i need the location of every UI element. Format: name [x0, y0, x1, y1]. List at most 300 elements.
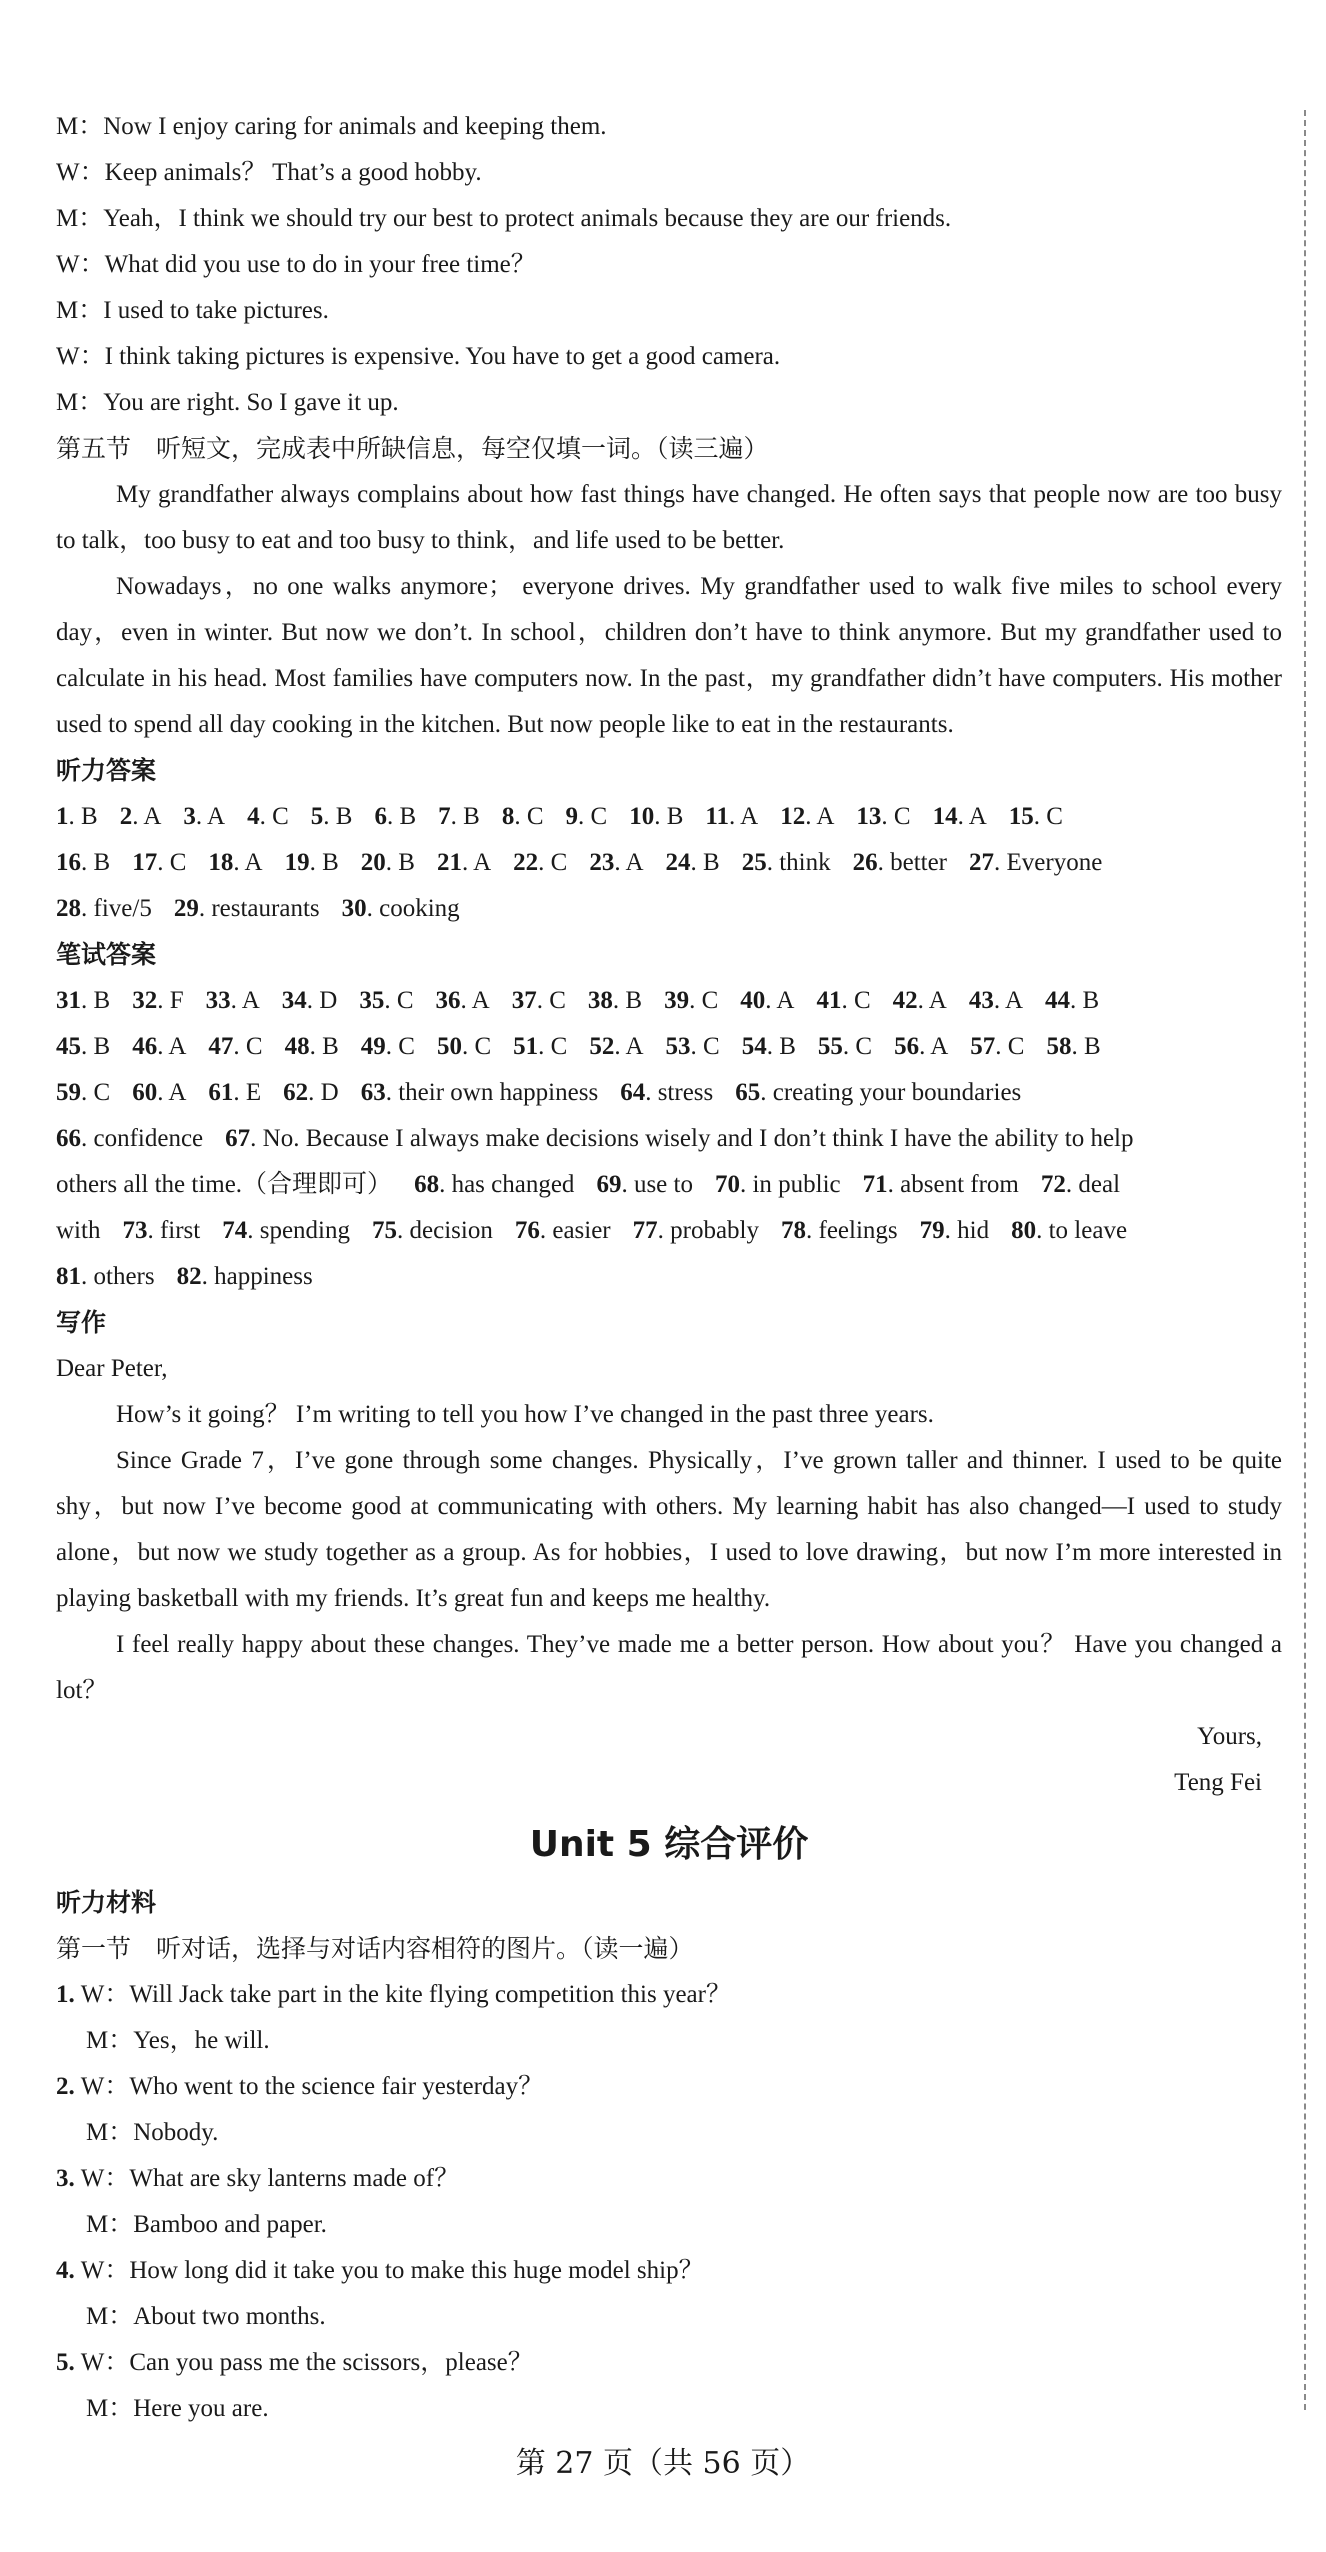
- answer-number: 37: [511, 987, 537, 1014]
- answer-number: 10: [629, 803, 655, 830]
- answer-value: B: [666, 803, 684, 830]
- answer-number: 40: [740, 987, 766, 1014]
- answer-number: 14: [932, 803, 958, 830]
- answer-value: B: [81, 803, 98, 830]
- answer-value: A: [625, 849, 644, 876]
- answer-value: absent from: [900, 1171, 1019, 1198]
- answer-item: 58. B: [1046, 1033, 1101, 1060]
- answer-value: C: [474, 1033, 492, 1060]
- section5-title: 第五节 听短文，完成表中所缺信息，每空仅填一词。（读三遍）: [56, 434, 769, 463]
- answer-number: 70: [714, 1171, 740, 1198]
- answer-number: 73: [122, 1217, 148, 1244]
- answer-value: B: [93, 849, 111, 876]
- answer-item: 65. creating your boundaries: [735, 1079, 1022, 1106]
- answer-item: 67. No. Because I always make decisions wisely and I don’t think I have the ability to help: [225, 1125, 1134, 1152]
- answer-value: B: [463, 803, 480, 830]
- answer-item: 63. their own happiness: [360, 1079, 599, 1106]
- answer-number: 46: [132, 1033, 158, 1060]
- answer-value: A: [244, 849, 263, 876]
- answer-number: 81: [56, 1263, 81, 1290]
- answer-number: 60: [132, 1079, 158, 1106]
- answer-value: deal: [1078, 1171, 1121, 1198]
- answer-number: 69: [596, 1171, 622, 1198]
- answer-value: A: [471, 987, 490, 1014]
- answer-number: 3: [183, 803, 196, 830]
- letter-paragraph: How’s it going？ I’m writing to tell you how I’ve changed in the past three years.: [116, 1401, 934, 1428]
- answer-row: [56, 840, 1282, 886]
- answer-item: 22. C: [513, 849, 568, 876]
- answer-value: B: [322, 1033, 339, 1060]
- letter-paragraph: Since Grade 7，I’ve gone through some changes. Physically，I’ve grown taller and thinner. I used to be quite shy，but now I’ve become good at communicating with others. My learning habit has also changed—I used to study alone，but now we study together as a group. As for hobbies，I used to love drawing，but now I’m more interested in playing basketball with my friends. It’s great fun and keeps me healthy.: [56, 1447, 1282, 1612]
- answer-value: think: [779, 849, 831, 876]
- answer-value: B: [322, 849, 339, 876]
- dialogue-line: W：Keep animals？ That’s a good hobby.: [56, 159, 482, 186]
- answer-item: 77. probably: [632, 1217, 760, 1244]
- answer-item: 1. B: [56, 803, 98, 830]
- answer-value: in public: [752, 1171, 841, 1198]
- answer-value: A: [816, 803, 835, 830]
- answer-number: 15: [1008, 803, 1034, 830]
- answer-value: A: [968, 803, 987, 830]
- answer-number: 4: [247, 803, 260, 830]
- dialogue-m-line: M：Bamboo and paper.: [86, 2211, 327, 2238]
- answer-number: 28: [56, 895, 81, 922]
- answer-value: B: [779, 1033, 796, 1060]
- answer-number: 75: [372, 1217, 398, 1244]
- answer-item: 82. happiness: [176, 1263, 313, 1290]
- answer-number: 29: [173, 895, 199, 922]
- answer-item: 12. A: [780, 803, 835, 830]
- answer-number: 74: [222, 1217, 248, 1244]
- answer-number: 52: [589, 1033, 615, 1060]
- answer-number: 68: [414, 1171, 440, 1198]
- answer-number: 77: [632, 1217, 658, 1244]
- answer-value: spending: [259, 1217, 351, 1244]
- passage-paragraph: Nowadays，no one walks anymore； everyone drives. My grandfather used to walk five miles to school every day，even in winter. But now we don’t. In school，children don’t have to think anymore. But my grandfather used to calculate in his head. Most families have computers now. In the past，my grandfather didn’t have computers. His mother used to spend all day cooking in the kitchen. But now people like to eat in the restaurants.: [56, 573, 1282, 738]
- answer-number: 25: [741, 849, 767, 876]
- answer-value: C: [169, 849, 187, 876]
- answer-item: 41. C: [816, 987, 871, 1014]
- answer-item: 33. A: [205, 987, 260, 1014]
- answer-item: 19. B: [284, 849, 339, 876]
- answer-number: 80: [1011, 1217, 1037, 1244]
- answer-number: 72: [1040, 1171, 1066, 1198]
- dialogue-w-line: W：Will Jack take part in the kite flying competition this year？: [80, 1981, 731, 2008]
- answer-value: A: [473, 849, 492, 876]
- dialogue-question: [56, 1972, 1282, 2018]
- answer-value: C: [550, 1033, 568, 1060]
- answer-item: 60. A: [132, 1079, 187, 1106]
- answer-value: D: [320, 1079, 339, 1106]
- letter-paragraph: I feel really happy about these changes. They’ve made me a better person. How about you？ Have you changed a lot？: [56, 1631, 1282, 1704]
- answer-number: 45: [56, 1033, 81, 1060]
- answer-item: 18. A: [208, 849, 263, 876]
- answer-number: 7: [438, 803, 451, 830]
- page-footer: 第 27 页（共 56 页）: [515, 2446, 811, 2481]
- dialogue-m-line: M：Here you are.: [86, 2395, 269, 2422]
- written-answers: [56, 978, 1282, 1300]
- answer-number: 31: [56, 987, 81, 1014]
- dialogue-question: [56, 2340, 1282, 2386]
- answer-value: B: [1082, 987, 1100, 1014]
- answer-number: 79: [919, 1217, 945, 1244]
- answer-item: 6. B: [374, 803, 417, 830]
- answer-number: 1: [56, 803, 69, 830]
- answer-item: 30. cooking: [341, 895, 460, 922]
- answer-number: 63: [360, 1079, 386, 1106]
- answer-number: 61: [208, 1079, 234, 1106]
- answer-number: 8: [501, 803, 515, 830]
- dialogue-number: 5.: [56, 2349, 75, 2376]
- listening-answers-heading: 听力答案: [56, 756, 157, 785]
- answer-value: C: [550, 849, 568, 876]
- page-content: [56, 104, 1282, 2432]
- answer-value: B: [398, 849, 415, 876]
- answer-value: C: [703, 1033, 720, 1060]
- answer-number: 22: [513, 849, 539, 876]
- answer-value: A: [740, 803, 759, 830]
- answer-item: 39. C: [664, 987, 719, 1014]
- answer-item: 32. F: [132, 987, 184, 1014]
- answer-number: 9: [565, 803, 578, 830]
- answer-value: A: [930, 1033, 949, 1060]
- answer-number: 21: [436, 849, 462, 876]
- answer-value: C: [1007, 1033, 1025, 1060]
- answer-item: 51. C: [513, 1033, 568, 1060]
- answer-item: 34. D: [281, 987, 338, 1014]
- passage-paragraph: My grandfather always complains about how fast things have changed. He often says that people now are too busy to talk，too busy to eat and too busy to think，and life used to be better.: [56, 481, 1282, 554]
- answer-item: 61. E: [208, 1079, 262, 1106]
- answer-number: 55: [817, 1033, 843, 1060]
- answer-item: 20. B: [360, 849, 415, 876]
- answer-row: [56, 1208, 1282, 1254]
- answer-item: 9. C: [565, 803, 608, 830]
- binding-margin-line: [1304, 110, 1306, 2410]
- answer-number: 41: [816, 987, 842, 1014]
- dialogue-question: [56, 2064, 1282, 2110]
- answer-value: A: [207, 803, 226, 830]
- answer-value: A: [928, 987, 947, 1014]
- answer-number: 47: [208, 1033, 234, 1060]
- answer-item: 40. A: [740, 987, 795, 1014]
- answer-item: 78. feelings: [781, 1217, 898, 1244]
- answer-number: 23: [589, 849, 615, 876]
- answer-item: 68. has changed: [414, 1171, 575, 1198]
- answer-item: 71. absent from: [862, 1171, 1019, 1198]
- answer-value: probably: [670, 1217, 760, 1244]
- answer-item: 64. stress: [620, 1079, 714, 1106]
- answer-value: A: [625, 1033, 644, 1060]
- answer-item: 27. Everyone: [969, 849, 1103, 876]
- answer-item: 21. A: [436, 849, 492, 876]
- answer-number: 24: [665, 849, 691, 876]
- answer-value: C: [272, 803, 289, 830]
- answer-item: 72. deal: [1040, 1171, 1121, 1198]
- answer-number: 32: [132, 987, 158, 1014]
- answer-number: 44: [1045, 987, 1071, 1014]
- answer-number: 64: [620, 1079, 646, 1106]
- answer-value: others all the time.（合理即可）: [56, 1171, 393, 1198]
- answer-value: D: [319, 987, 338, 1014]
- answer-number: 6: [374, 803, 387, 830]
- answer-value: A: [241, 987, 260, 1014]
- answer-number: 42: [892, 987, 918, 1014]
- answer-value: has changed: [451, 1171, 575, 1198]
- answer-item: 50. C: [436, 1033, 492, 1060]
- dialogue-line: M：Now I enjoy caring for animals and keeping them.: [56, 113, 607, 140]
- answer-item: [56, 1217, 100, 1244]
- answer-item: 36. A: [435, 987, 490, 1014]
- answer-item: 23. A: [589, 849, 644, 876]
- answer-value: restaurants: [211, 895, 320, 922]
- answer-item: 49. C: [360, 1033, 415, 1060]
- answer-number: 57: [970, 1033, 996, 1060]
- writing-heading: 写作: [56, 1308, 107, 1337]
- answer-number: 53: [665, 1033, 691, 1060]
- answer-item: 37. C: [511, 987, 566, 1014]
- answer-value: C: [855, 1033, 873, 1060]
- answer-value: feelings: [818, 1217, 898, 1244]
- answer-item: 76. easier: [514, 1217, 611, 1244]
- answer-item: 44. B: [1045, 987, 1100, 1014]
- answer-number: 16: [56, 849, 81, 876]
- dialogue-w-line: W：What are sky lanterns made of？: [80, 2165, 460, 2192]
- answer-number: 48: [284, 1033, 310, 1060]
- answer-number: 56: [894, 1033, 920, 1060]
- answer-item: 10. B: [629, 803, 684, 830]
- answer-item: 2. A: [119, 803, 162, 830]
- answer-item: 62. D: [283, 1079, 339, 1106]
- answer-item: 42. A: [892, 987, 947, 1014]
- answer-number: 27: [969, 849, 995, 876]
- answer-item: 47. C: [208, 1033, 263, 1060]
- dialogue-number: 2.: [56, 2073, 75, 2100]
- answer-item: [56, 1171, 392, 1198]
- dialogue-line: M：Yeah，I think we should try our best to protect animals because they are our friends.: [56, 205, 952, 232]
- dialogue-number: 4.: [56, 2257, 75, 2284]
- answer-value: decision: [409, 1217, 493, 1244]
- answer-item: 16. B: [56, 849, 111, 876]
- answer-item: 31. B: [56, 987, 111, 1014]
- answer-value: easier: [552, 1217, 611, 1244]
- answer-number: 5: [310, 803, 324, 830]
- letter-closing: Yours,: [1197, 1723, 1262, 1750]
- answer-item: 38. B: [587, 987, 643, 1014]
- answer-item: 57. C: [970, 1033, 1025, 1060]
- answer-value: A: [776, 987, 795, 1014]
- answer-item: 52. A: [589, 1033, 644, 1060]
- answer-number: 51: [513, 1033, 539, 1060]
- answer-number: 17: [132, 849, 158, 876]
- answer-row: [56, 1024, 1282, 1070]
- letter-signature: Teng Fei: [1174, 1769, 1262, 1796]
- answer-number: 76: [514, 1217, 540, 1244]
- dialogue-w-line: W：Can you pass me the scissors，please？: [80, 2349, 533, 2376]
- answer-value: better: [890, 849, 948, 876]
- answer-number: 30: [341, 895, 367, 922]
- answer-item: 8. C: [501, 803, 544, 830]
- answer-value: their own happiness: [398, 1079, 599, 1106]
- answer-item: 66. confidence: [56, 1125, 204, 1152]
- dialogue-m-line: M：About two months.: [86, 2303, 326, 2330]
- answer-item: 54. B: [741, 1033, 796, 1060]
- answer-value: No. Because I always make decisions wisely and I don’t think I have the ability to help: [262, 1125, 1134, 1152]
- answer-row: [56, 886, 1282, 932]
- answer-item: 48. B: [284, 1033, 339, 1060]
- answer-value: confidence: [93, 1125, 204, 1152]
- answer-number: 20: [360, 849, 386, 876]
- letter-greeting: Dear Peter,: [56, 1355, 168, 1382]
- answer-value: C: [893, 803, 911, 830]
- answer-value: F: [169, 987, 184, 1014]
- answer-number: 59: [56, 1079, 81, 1106]
- dialogue-list: [56, 1972, 1282, 2432]
- answer-row: [56, 978, 1282, 1024]
- answer-item: 26. better: [852, 849, 948, 876]
- answer-item: 53. C: [665, 1033, 720, 1060]
- answer-item: 25. think: [741, 849, 831, 876]
- answer-number: 26: [852, 849, 878, 876]
- answer-number: 54: [741, 1033, 767, 1060]
- dialogue-top: [56, 104, 1282, 426]
- answer-value: C: [590, 803, 608, 830]
- answer-value: B: [335, 803, 353, 830]
- answer-value: B: [703, 849, 720, 876]
- answer-row: [56, 1070, 1282, 1116]
- answer-item: 45. B: [56, 1033, 111, 1060]
- answer-row: [56, 1116, 1282, 1162]
- answer-value: C: [93, 1079, 111, 1106]
- answer-value: C: [853, 987, 871, 1014]
- answer-number: 62: [283, 1079, 309, 1106]
- written-answers-heading: 笔试答案: [56, 940, 157, 969]
- answer-value: creating your boundaries: [772, 1079, 1022, 1106]
- answer-number: 38: [587, 987, 613, 1014]
- answer-value: cooking: [379, 895, 460, 922]
- answer-item: 28. five/5: [56, 895, 152, 922]
- answer-item: 4. C: [247, 803, 289, 830]
- answer-value: C: [396, 987, 414, 1014]
- answer-item: 35. C: [359, 987, 414, 1014]
- answer-value: A: [143, 803, 162, 830]
- dialogue-m-line: M：Nobody.: [86, 2119, 219, 2146]
- answer-value: stress: [657, 1079, 714, 1106]
- answer-number: 13: [856, 803, 882, 830]
- answer-value: happiness: [214, 1263, 313, 1290]
- answer-item: 55. C: [817, 1033, 873, 1060]
- answer-row: [56, 1254, 1282, 1300]
- answer-item: 29. restaurants: [173, 895, 320, 922]
- answer-item: 11. A: [705, 803, 759, 830]
- answer-number: 71: [862, 1171, 888, 1198]
- answer-item: 14. A: [932, 803, 987, 830]
- answer-row: [56, 794, 1282, 840]
- answer-item: 81. others: [56, 1263, 155, 1290]
- answer-value: with: [56, 1217, 101, 1244]
- answer-item: 7. B: [438, 803, 480, 830]
- answer-number: 78: [781, 1217, 807, 1244]
- answer-item: 75. decision: [372, 1217, 493, 1244]
- listening-answers: [56, 794, 1282, 932]
- answer-number: 43: [968, 987, 994, 1014]
- listening-material-heading: 听力材料: [56, 1888, 157, 1917]
- answer-value: A: [1004, 987, 1024, 1014]
- answer-number: 36: [435, 987, 461, 1014]
- answer-number: 33: [205, 987, 231, 1014]
- answer-item: 79. hid: [919, 1217, 990, 1244]
- dialogue-w-line: W：Who went to the science fair yesterday？: [80, 2073, 544, 2100]
- answer-number: 19: [284, 849, 310, 876]
- answer-value: C: [549, 987, 566, 1014]
- answer-value: others: [93, 1263, 155, 1290]
- answer-number: 49: [360, 1033, 386, 1060]
- answer-value: B: [625, 987, 643, 1014]
- answer-value: B: [93, 987, 111, 1014]
- answer-number: 18: [208, 849, 234, 876]
- section1-title: 第一节 听对话，选择与对话内容相符的图片。（读一遍）: [56, 1934, 694, 1963]
- dialogue-w-line: W：How long did it take you to make this huge model ship？: [80, 2257, 704, 2284]
- answer-value: to leave: [1048, 1217, 1128, 1244]
- answer-item: 56. A: [894, 1033, 949, 1060]
- answer-value: B: [1083, 1033, 1101, 1060]
- answer-value: C: [526, 803, 544, 830]
- answer-value: five/5: [93, 895, 152, 922]
- answer-item: 46. A: [132, 1033, 187, 1060]
- unit-title: Unit 5 综合评价: [529, 1824, 809, 1865]
- dialogue-number: 1.: [56, 1981, 75, 2008]
- answer-number: 66: [56, 1125, 81, 1152]
- answer-value: B: [399, 803, 417, 830]
- dialogue-m-line: M：Yes，he will.: [86, 2027, 270, 2054]
- dialogue-line: W：I think taking pictures is expensive. You have to get a good camera.: [56, 343, 781, 370]
- answer-number: 39: [664, 987, 690, 1014]
- dialogue-line: M：You are right. So I gave it up.: [56, 389, 399, 416]
- answer-number: 2: [119, 803, 133, 830]
- dialogue-number: 3.: [56, 2165, 75, 2192]
- answer-item: 43. A: [968, 987, 1024, 1014]
- answer-number: 11: [705, 803, 729, 830]
- dialogue-line: W：What did you use to do in your free time？: [56, 251, 536, 278]
- answer-item: 73. first: [122, 1217, 201, 1244]
- answer-item: 80. to leave: [1011, 1217, 1128, 1244]
- answer-item: 70. in public: [714, 1171, 841, 1198]
- answer-item: 3. A: [183, 803, 226, 830]
- answer-item: 13. C: [856, 803, 911, 830]
- answer-number: 50: [436, 1033, 462, 1060]
- answer-number: 34: [281, 987, 307, 1014]
- answer-number: 65: [735, 1079, 761, 1106]
- answer-row: [56, 1162, 1282, 1208]
- answer-value: C: [701, 987, 719, 1014]
- answer-value: Everyone: [1006, 849, 1103, 876]
- answer-number: 67: [225, 1125, 251, 1152]
- answer-item: 24. B: [665, 849, 720, 876]
- answer-number: 12: [780, 803, 806, 830]
- answer-number: 58: [1046, 1033, 1072, 1060]
- answer-item: 5. B: [310, 803, 353, 830]
- answer-value: A: [168, 1033, 187, 1060]
- answer-value: C: [398, 1033, 415, 1060]
- answer-value: use to: [633, 1171, 693, 1198]
- dialogue-question: [56, 2156, 1282, 2202]
- dialogue-line: M：I used to take pictures.: [56, 297, 329, 324]
- answer-item: 15. C: [1008, 803, 1063, 830]
- answer-item: 17. C: [132, 849, 187, 876]
- answer-item: 59. C: [56, 1079, 111, 1106]
- answer-value: A: [168, 1079, 187, 1106]
- answer-value: B: [93, 1033, 111, 1060]
- answer-value: C: [1046, 803, 1063, 830]
